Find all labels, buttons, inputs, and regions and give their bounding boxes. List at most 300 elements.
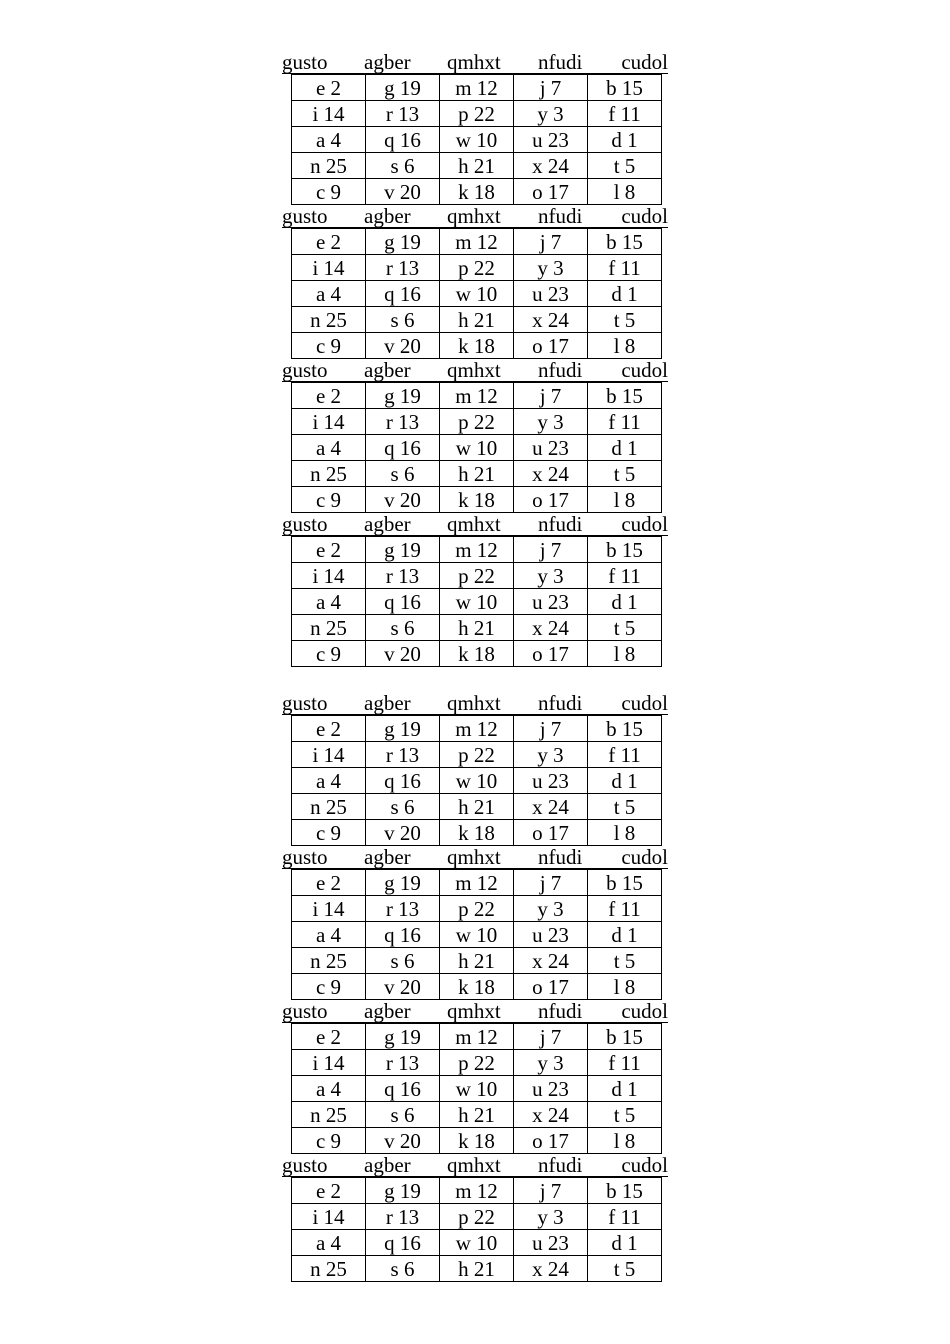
table-row bbox=[292, 1024, 662, 1050]
column-header: cudol bbox=[621, 1153, 668, 1177]
column-header: qmhxt bbox=[447, 999, 501, 1023]
table-cell: c 9 bbox=[292, 1128, 366, 1154]
column-header-row bbox=[282, 692, 668, 715]
table-cell: h 21 bbox=[440, 461, 514, 487]
table-block bbox=[282, 846, 668, 1000]
table-cell: a 4 bbox=[292, 1230, 366, 1256]
column-header: nfudi bbox=[538, 691, 583, 715]
table-cell: t 5 bbox=[588, 1256, 662, 1282]
table-row bbox=[292, 281, 662, 307]
table-cell: w 10 bbox=[440, 922, 514, 948]
table-cell: b 15 bbox=[588, 75, 662, 101]
table-cell: q 16 bbox=[366, 281, 440, 307]
table-cell: i 14 bbox=[292, 409, 366, 435]
table-row bbox=[292, 948, 662, 974]
table-cell: r 13 bbox=[366, 1204, 440, 1230]
table-cell: a 4 bbox=[292, 589, 366, 615]
table-row bbox=[292, 896, 662, 922]
table-cell: p 22 bbox=[440, 1050, 514, 1076]
table-cell: j 7 bbox=[514, 1178, 588, 1204]
column-header: cudol bbox=[621, 358, 668, 382]
table-cell: v 20 bbox=[366, 641, 440, 667]
table-row bbox=[292, 794, 662, 820]
table-cell: b 15 bbox=[588, 1178, 662, 1204]
column-header: agber bbox=[364, 50, 411, 74]
table-row bbox=[292, 487, 662, 513]
table-cell: w 10 bbox=[440, 435, 514, 461]
table-cell: s 6 bbox=[366, 153, 440, 179]
table-cell: p 22 bbox=[440, 101, 514, 127]
table-cell: w 10 bbox=[440, 589, 514, 615]
table-cell: y 3 bbox=[514, 896, 588, 922]
column-header: nfudi bbox=[538, 1153, 583, 1177]
table-cell: p 22 bbox=[440, 742, 514, 768]
table-row bbox=[292, 1076, 662, 1102]
table-cell: o 17 bbox=[514, 974, 588, 1000]
column-header: qmhxt bbox=[447, 512, 501, 536]
table-cell: t 5 bbox=[588, 794, 662, 820]
table-row bbox=[292, 768, 662, 794]
column-header: qmhxt bbox=[447, 358, 501, 382]
table-cell: q 16 bbox=[366, 127, 440, 153]
column-header: gusto bbox=[282, 204, 328, 228]
column-header: agber bbox=[364, 358, 411, 382]
column-header: cudol bbox=[621, 204, 668, 228]
table-cell: l 8 bbox=[588, 179, 662, 205]
table-cell: j 7 bbox=[514, 1024, 588, 1050]
column-header: gusto bbox=[282, 358, 328, 382]
table-cell: e 2 bbox=[292, 716, 366, 742]
column-header: nfudi bbox=[538, 50, 583, 74]
column-header: gusto bbox=[282, 845, 328, 869]
table-cell: j 7 bbox=[514, 716, 588, 742]
table-row bbox=[292, 641, 662, 667]
table-cell: p 22 bbox=[440, 563, 514, 589]
table-cell: j 7 bbox=[514, 229, 588, 255]
column-header: cudol bbox=[621, 845, 668, 869]
column-header: nfudi bbox=[538, 999, 583, 1023]
table-row bbox=[292, 1128, 662, 1154]
table-cell: s 6 bbox=[366, 948, 440, 974]
table-cell: v 20 bbox=[366, 820, 440, 846]
table-cell: h 21 bbox=[440, 1256, 514, 1282]
table-cell: n 25 bbox=[292, 153, 366, 179]
table-cell: f 11 bbox=[588, 1204, 662, 1230]
column-header: agber bbox=[364, 1153, 411, 1177]
column-header-row bbox=[282, 1154, 668, 1177]
table-cell: o 17 bbox=[514, 1128, 588, 1154]
table-cell: i 14 bbox=[292, 101, 366, 127]
table-cell: y 3 bbox=[514, 1204, 588, 1230]
table-cell: v 20 bbox=[366, 1128, 440, 1154]
table-cell: s 6 bbox=[366, 307, 440, 333]
table-cell: i 14 bbox=[292, 896, 366, 922]
table-cell: o 17 bbox=[514, 641, 588, 667]
table-cell: n 25 bbox=[292, 1102, 366, 1128]
column-header: gusto bbox=[282, 50, 328, 74]
table-cell: j 7 bbox=[514, 75, 588, 101]
table-cell: l 8 bbox=[588, 641, 662, 667]
table-cell: o 17 bbox=[514, 487, 588, 513]
data-table bbox=[291, 74, 662, 205]
table-cell: x 24 bbox=[514, 794, 588, 820]
table-cell: v 20 bbox=[366, 333, 440, 359]
table-cell: q 16 bbox=[366, 589, 440, 615]
table-cell: v 20 bbox=[366, 487, 440, 513]
table-cell: a 4 bbox=[292, 1076, 366, 1102]
table-cell: g 19 bbox=[366, 716, 440, 742]
table-cell: m 12 bbox=[440, 1024, 514, 1050]
table-cell: l 8 bbox=[588, 820, 662, 846]
table-cell: u 23 bbox=[514, 1076, 588, 1102]
column-header: cudol bbox=[621, 691, 668, 715]
data-table bbox=[291, 536, 662, 667]
table-stack-lower bbox=[282, 692, 668, 1282]
table-cell: t 5 bbox=[588, 615, 662, 641]
column-header: agber bbox=[364, 204, 411, 228]
table-cell: r 13 bbox=[366, 1050, 440, 1076]
table-cell: p 22 bbox=[440, 409, 514, 435]
table-cell: u 23 bbox=[514, 768, 588, 794]
table-cell: o 17 bbox=[514, 820, 588, 846]
table-cell: i 14 bbox=[292, 563, 366, 589]
table-cell: y 3 bbox=[514, 1050, 588, 1076]
column-header: qmhxt bbox=[447, 845, 501, 869]
table-cell: t 5 bbox=[588, 307, 662, 333]
table-row bbox=[292, 1050, 662, 1076]
table-cell: a 4 bbox=[292, 435, 366, 461]
table-block bbox=[282, 359, 668, 513]
table-cell: e 2 bbox=[292, 870, 366, 896]
table-cell: d 1 bbox=[588, 127, 662, 153]
table-cell: i 14 bbox=[292, 742, 366, 768]
table-cell: j 7 bbox=[514, 870, 588, 896]
table-row bbox=[292, 75, 662, 101]
table-cell: a 4 bbox=[292, 127, 366, 153]
table-cell: m 12 bbox=[440, 870, 514, 896]
table-cell: d 1 bbox=[588, 922, 662, 948]
table-cell: x 24 bbox=[514, 153, 588, 179]
table-cell: d 1 bbox=[588, 589, 662, 615]
table-cell: p 22 bbox=[440, 255, 514, 281]
data-table bbox=[291, 382, 662, 513]
table-cell: f 11 bbox=[588, 563, 662, 589]
table-cell: e 2 bbox=[292, 537, 366, 563]
table-cell: d 1 bbox=[588, 1076, 662, 1102]
table-cell: g 19 bbox=[366, 383, 440, 409]
table-block bbox=[282, 51, 668, 205]
table-cell: k 18 bbox=[440, 1128, 514, 1154]
table-cell: x 24 bbox=[514, 1256, 588, 1282]
table-cell: c 9 bbox=[292, 820, 366, 846]
table-cell: l 8 bbox=[588, 333, 662, 359]
column-header: agber bbox=[364, 512, 411, 536]
table-cell: j 7 bbox=[514, 383, 588, 409]
table-cell: y 3 bbox=[514, 101, 588, 127]
table-cell: q 16 bbox=[366, 922, 440, 948]
column-header-row bbox=[282, 51, 668, 74]
table-row bbox=[292, 1230, 662, 1256]
table-cell: c 9 bbox=[292, 487, 366, 513]
table-cell: g 19 bbox=[366, 229, 440, 255]
table-row bbox=[292, 229, 662, 255]
table-cell: g 19 bbox=[366, 1178, 440, 1204]
table-cell: w 10 bbox=[440, 1076, 514, 1102]
table-row bbox=[292, 563, 662, 589]
table-cell: k 18 bbox=[440, 487, 514, 513]
table-cell: d 1 bbox=[588, 435, 662, 461]
table-row bbox=[292, 820, 662, 846]
table-cell: q 16 bbox=[366, 1230, 440, 1256]
column-header-row bbox=[282, 846, 668, 869]
table-cell: c 9 bbox=[292, 974, 366, 1000]
table-cell: e 2 bbox=[292, 75, 366, 101]
table-row bbox=[292, 153, 662, 179]
table-cell: d 1 bbox=[588, 281, 662, 307]
table-cell: f 11 bbox=[588, 742, 662, 768]
table-cell: x 24 bbox=[514, 1102, 588, 1128]
column-header: qmhxt bbox=[447, 691, 501, 715]
table-cell: t 5 bbox=[588, 948, 662, 974]
table-cell: r 13 bbox=[366, 742, 440, 768]
table-cell: n 25 bbox=[292, 307, 366, 333]
table-cell: j 7 bbox=[514, 537, 588, 563]
table-cell: m 12 bbox=[440, 537, 514, 563]
table-cell: m 12 bbox=[440, 716, 514, 742]
table-cell: i 14 bbox=[292, 255, 366, 281]
table-cell: k 18 bbox=[440, 974, 514, 1000]
column-header-row bbox=[282, 205, 668, 228]
table-cell: u 23 bbox=[514, 589, 588, 615]
table-row bbox=[292, 333, 662, 359]
table-row bbox=[292, 383, 662, 409]
table-row bbox=[292, 974, 662, 1000]
table-cell: c 9 bbox=[292, 641, 366, 667]
table-cell: k 18 bbox=[440, 641, 514, 667]
table-cell: n 25 bbox=[292, 948, 366, 974]
table-row bbox=[292, 127, 662, 153]
table-cell: y 3 bbox=[514, 742, 588, 768]
column-header: qmhxt bbox=[447, 1153, 501, 1177]
table-row bbox=[292, 307, 662, 333]
table-cell: n 25 bbox=[292, 615, 366, 641]
table-cell: s 6 bbox=[366, 1102, 440, 1128]
table-cell: i 14 bbox=[292, 1204, 366, 1230]
column-header: cudol bbox=[621, 50, 668, 74]
column-header-row bbox=[282, 1000, 668, 1023]
table-cell: a 4 bbox=[292, 768, 366, 794]
table-cell: w 10 bbox=[440, 281, 514, 307]
table-cell: v 20 bbox=[366, 179, 440, 205]
table-cell: u 23 bbox=[514, 281, 588, 307]
table-cell: q 16 bbox=[366, 768, 440, 794]
table-cell: f 11 bbox=[588, 255, 662, 281]
data-table bbox=[291, 715, 662, 846]
table-cell: c 9 bbox=[292, 333, 366, 359]
table-cell: p 22 bbox=[440, 1204, 514, 1230]
table-cell: r 13 bbox=[366, 896, 440, 922]
table-cell: t 5 bbox=[588, 1102, 662, 1128]
table-block bbox=[282, 692, 668, 846]
table-cell: y 3 bbox=[514, 409, 588, 435]
table-cell: r 13 bbox=[366, 101, 440, 127]
table-cell: s 6 bbox=[366, 794, 440, 820]
table-cell: v 20 bbox=[366, 974, 440, 1000]
table-cell: x 24 bbox=[514, 461, 588, 487]
table-cell: s 6 bbox=[366, 615, 440, 641]
table-row bbox=[292, 179, 662, 205]
table-cell: e 2 bbox=[292, 1178, 366, 1204]
table-cell: k 18 bbox=[440, 820, 514, 846]
table-cell: e 2 bbox=[292, 1024, 366, 1050]
table-cell: d 1 bbox=[588, 768, 662, 794]
table-cell: q 16 bbox=[366, 435, 440, 461]
table-cell: k 18 bbox=[440, 179, 514, 205]
table-block bbox=[282, 1154, 668, 1282]
table-row bbox=[292, 1102, 662, 1128]
table-block bbox=[282, 513, 668, 667]
table-cell: l 8 bbox=[588, 974, 662, 1000]
table-cell: k 18 bbox=[440, 333, 514, 359]
table-cell: b 15 bbox=[588, 229, 662, 255]
column-header-row bbox=[282, 513, 668, 536]
column-header: cudol bbox=[621, 512, 668, 536]
table-cell: f 11 bbox=[588, 896, 662, 922]
column-header: nfudi bbox=[538, 358, 583, 382]
column-header: nfudi bbox=[538, 512, 583, 536]
table-cell: b 15 bbox=[588, 383, 662, 409]
table-cell: o 17 bbox=[514, 179, 588, 205]
table-cell: t 5 bbox=[588, 153, 662, 179]
table-cell: g 19 bbox=[366, 1024, 440, 1050]
table-cell: u 23 bbox=[514, 127, 588, 153]
table-cell: b 15 bbox=[588, 716, 662, 742]
table-cell: f 11 bbox=[588, 409, 662, 435]
table-cell: t 5 bbox=[588, 461, 662, 487]
column-header: agber bbox=[364, 691, 411, 715]
column-header: cudol bbox=[621, 999, 668, 1023]
table-cell: x 24 bbox=[514, 615, 588, 641]
table-cell: h 21 bbox=[440, 615, 514, 641]
table-row bbox=[292, 589, 662, 615]
table-cell: b 15 bbox=[588, 537, 662, 563]
column-header: gusto bbox=[282, 999, 328, 1023]
table-cell: d 1 bbox=[588, 1230, 662, 1256]
table-cell: h 21 bbox=[440, 307, 514, 333]
column-header: gusto bbox=[282, 691, 328, 715]
table-cell: x 24 bbox=[514, 307, 588, 333]
table-cell: g 19 bbox=[366, 537, 440, 563]
table-row bbox=[292, 1178, 662, 1204]
table-row bbox=[292, 615, 662, 641]
table-cell: a 4 bbox=[292, 281, 366, 307]
column-header: gusto bbox=[282, 512, 328, 536]
table-block bbox=[282, 1000, 668, 1154]
column-header: nfudi bbox=[538, 204, 583, 228]
column-header: agber bbox=[364, 999, 411, 1023]
data-table bbox=[291, 228, 662, 359]
table-cell: q 16 bbox=[366, 1076, 440, 1102]
table-cell: b 15 bbox=[588, 1024, 662, 1050]
table-cell: m 12 bbox=[440, 1178, 514, 1204]
table-cell: w 10 bbox=[440, 1230, 514, 1256]
table-cell: u 23 bbox=[514, 435, 588, 461]
table-cell: n 25 bbox=[292, 461, 366, 487]
table-cell: y 3 bbox=[514, 563, 588, 589]
table-cell: l 8 bbox=[588, 487, 662, 513]
table-cell: m 12 bbox=[440, 229, 514, 255]
table-cell: h 21 bbox=[440, 153, 514, 179]
data-table bbox=[291, 1023, 662, 1154]
table-row bbox=[292, 409, 662, 435]
column-header: qmhxt bbox=[447, 204, 501, 228]
table-row bbox=[292, 870, 662, 896]
table-cell: g 19 bbox=[366, 870, 440, 896]
table-row bbox=[292, 1204, 662, 1230]
column-header: nfudi bbox=[538, 845, 583, 869]
table-row bbox=[292, 537, 662, 563]
table-cell: w 10 bbox=[440, 127, 514, 153]
table-cell: h 21 bbox=[440, 794, 514, 820]
table-cell: x 24 bbox=[514, 948, 588, 974]
table-cell: m 12 bbox=[440, 75, 514, 101]
table-cell: u 23 bbox=[514, 922, 588, 948]
column-header: qmhxt bbox=[447, 50, 501, 74]
table-cell: f 11 bbox=[588, 101, 662, 127]
table-row bbox=[292, 101, 662, 127]
table-cell: y 3 bbox=[514, 255, 588, 281]
table-cell: m 12 bbox=[440, 383, 514, 409]
table-cell: w 10 bbox=[440, 768, 514, 794]
table-cell: r 13 bbox=[366, 255, 440, 281]
table-row bbox=[292, 1256, 662, 1282]
column-header: agber bbox=[364, 845, 411, 869]
table-stack-upper bbox=[282, 51, 668, 667]
table-cell: n 25 bbox=[292, 1256, 366, 1282]
table-row bbox=[292, 742, 662, 768]
column-header-row bbox=[282, 359, 668, 382]
table-cell: h 21 bbox=[440, 948, 514, 974]
table-cell: i 14 bbox=[292, 1050, 366, 1076]
table-cell: h 21 bbox=[440, 1102, 514, 1128]
table-row bbox=[292, 435, 662, 461]
table-cell: b 15 bbox=[588, 870, 662, 896]
table-cell: s 6 bbox=[366, 461, 440, 487]
table-cell: e 2 bbox=[292, 383, 366, 409]
table-cell: g 19 bbox=[366, 75, 440, 101]
table-row bbox=[292, 461, 662, 487]
data-table bbox=[291, 869, 662, 1000]
column-header: gusto bbox=[282, 1153, 328, 1177]
table-row bbox=[292, 922, 662, 948]
table-cell: f 11 bbox=[588, 1050, 662, 1076]
table-block bbox=[282, 205, 668, 359]
table-cell: c 9 bbox=[292, 179, 366, 205]
table-cell: a 4 bbox=[292, 922, 366, 948]
table-cell: l 8 bbox=[588, 1128, 662, 1154]
table-cell: n 25 bbox=[292, 794, 366, 820]
table-row bbox=[292, 255, 662, 281]
table-cell: e 2 bbox=[292, 229, 366, 255]
table-cell: s 6 bbox=[366, 1256, 440, 1282]
data-table bbox=[291, 1177, 662, 1282]
table-cell: r 13 bbox=[366, 563, 440, 589]
table-cell: r 13 bbox=[366, 409, 440, 435]
table-cell: o 17 bbox=[514, 333, 588, 359]
table-cell: p 22 bbox=[440, 896, 514, 922]
table-cell: u 23 bbox=[514, 1230, 588, 1256]
table-row bbox=[292, 716, 662, 742]
